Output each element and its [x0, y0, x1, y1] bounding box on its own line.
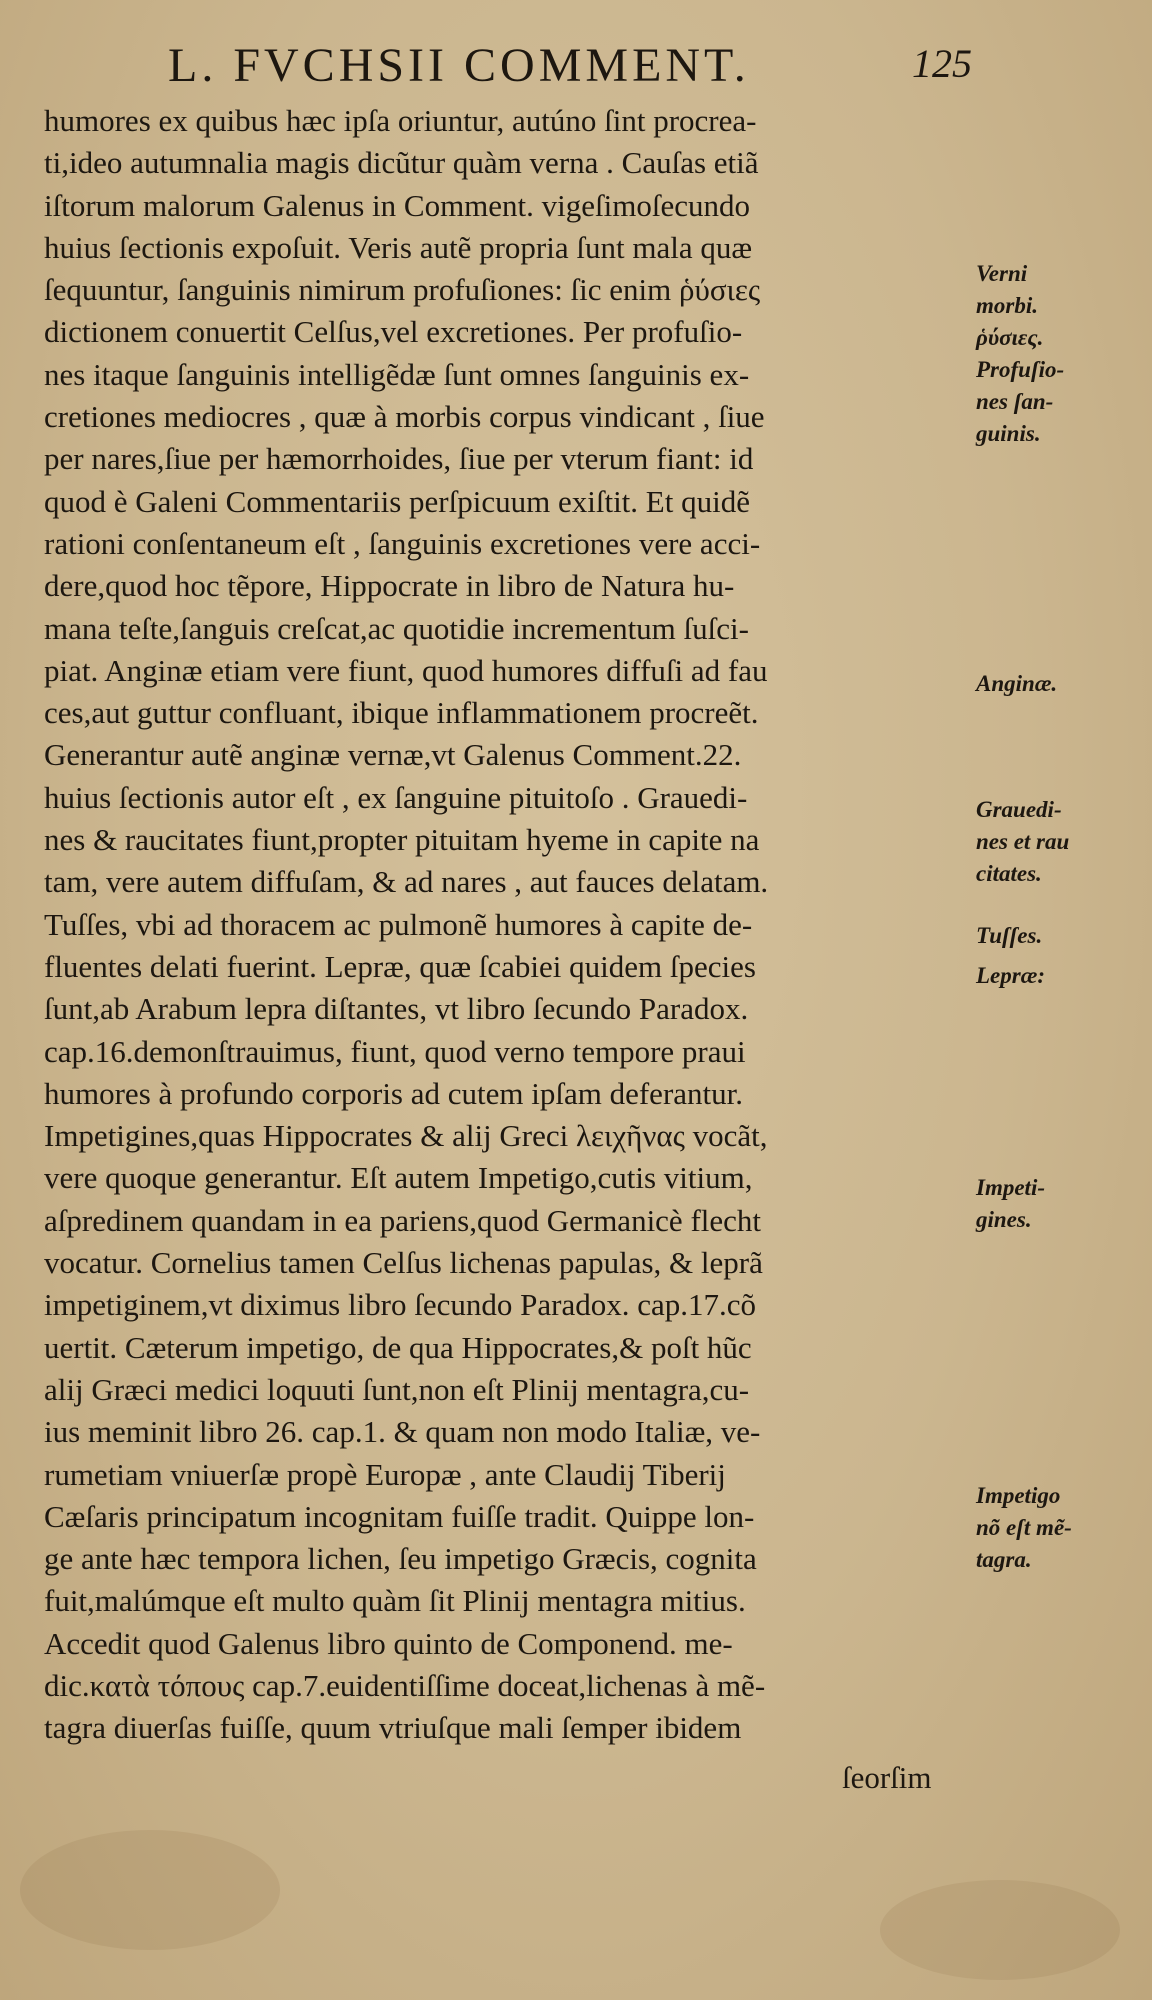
text-line: Generantur autẽ anginæ vernæ,vt Galenus Comment.22.: [44, 737, 742, 773]
text-line: per nares,ſiue per hæmorrhoides, ſiue per vterum fiant: id: [44, 441, 754, 477]
paper-stain: [20, 1830, 280, 1950]
text-line: fluentes delati fuerint. Lepræ, quæ ſcabiei quidem ſpecies: [44, 948, 756, 984]
text-line: dere,quod hoc tẽpore, Hippocrate in libro de Natura hu-: [44, 568, 735, 604]
running-head: L. FVCHSII COMMENT.: [168, 39, 750, 92]
text-line: impetiginem,vt diximus libro ſecundo Paradox. cap.17.cõ: [44, 1287, 757, 1323]
margin-note-impetigo-mentagra: [976, 1480, 1072, 1576]
text-line: Impetigines,quas Hippocrates & alij Greci λειχῆνας vocãt,: [44, 1118, 768, 1154]
text-line: nes itaque ſanguinis intelligẽdæ ſunt omnes ſanguinis ex-: [44, 356, 750, 392]
text-line: fuit,malúmque eſt multo quàm ſit Plinij mentagra mitius.: [44, 1583, 746, 1619]
text-line: cap.16.demonſtrauimus, fiunt, quod verno tempore praui: [44, 1033, 746, 1069]
margin-note-line: Impetigo: [976, 1483, 1061, 1508]
text-line: dic.κατὰ τόπους cap.7.euidentiſſime doceat,lichenas à mẽ-: [44, 1667, 766, 1703]
text-line: tagra diuerſas fuiſſe, quum vtriuſque mali ſemper ibidem: [44, 1710, 742, 1746]
margin-note-line: Tuſſes.: [976, 923, 1043, 948]
main-text-block: [44, 100, 984, 1750]
text-line: iſtorum malorum Galenus in Comment. vigeſimoſecundo: [44, 187, 751, 223]
text-line: huius ſectionis expoſuit. Veris autẽ propria ſunt mala quæ: [44, 229, 753, 265]
margin-note-line: Impeti-: [976, 1175, 1045, 1200]
margin-note-line: citates.: [976, 861, 1042, 886]
margin-note-line: morbi.: [976, 293, 1038, 318]
text-line: alij Græci medici loquuti ſunt,non eſt Plinij mentagra,cu-: [44, 1371, 750, 1407]
text-line: ti,ideo autumnalia magis dicũtur quàm verna . Cauſas etiã: [44, 145, 759, 181]
text-line: huius ſectionis autor eſt , ex ſanguine pituitoſo . Grauedi-: [44, 779, 748, 815]
margin-note-leprae: [976, 960, 1045, 992]
margin-note-anginae: [976, 668, 1057, 700]
margin-note-line: nes et rau: [976, 829, 1070, 854]
text-line: quod è Galeni Commentariis perſpicuum exiſtit. Et quidẽ: [44, 483, 750, 519]
margin-note-line: Profuſio-: [976, 357, 1065, 382]
paper-stain: [880, 1880, 1120, 1980]
text-line: ge ante hæc tempora lichen, ſeu impetigo Græcis, cognita: [44, 1541, 757, 1577]
text-line: ces,aut guttur confluant, ibique inflammationem procreẽt.: [44, 695, 759, 731]
text-line: ius meminit libro 26. cap.1. & quam non modo Italiæ, ve-: [44, 1414, 761, 1450]
margin-note-line: Anginæ.: [976, 671, 1058, 696]
text-line: Tuſſes, vbi ad thoracem ac pulmonẽ humores à capite de-: [44, 906, 753, 942]
margin-note-line: ῥύσιες.: [976, 325, 1044, 350]
text-line: aſpredinem quandam in ea pariens,quod Germanicè flecht: [44, 1202, 762, 1238]
margin-note-line: nes ſan-: [976, 389, 1054, 414]
page-number: 125: [912, 41, 972, 86]
text-line: cretiones mediocres , quæ à morbis corpus vindicant , ſiue: [44, 399, 765, 435]
text-line: humores à profundo corporis ad cutem ipſam deferantur.: [44, 1075, 743, 1111]
text-line: vere quoque generantur. Eſt autem Impetigo,cutis vitium,: [44, 1160, 753, 1196]
margin-note-verni-morbi: [976, 258, 1064, 450]
text-line: piat. Anginæ etiam vere fiunt, quod humores diffuſi ad fau: [44, 652, 768, 688]
margin-note-line: Verni: [976, 261, 1028, 286]
text-line: dictionem conuertit Celſus,vel excretiones. Per profuſio-: [44, 314, 743, 350]
text-line: rumetiam vniuerſæ propè Europæ , ante Claudij Tiberij: [44, 1456, 726, 1492]
margin-note-line: gines.: [976, 1207, 1032, 1232]
text-line: tam, vere autem diffuſam, & ad nares , aut fauces delatam.: [44, 864, 769, 900]
text-line: Cæſaris principatum incognitam fuiſſe tradit. Quippe lon-: [44, 1498, 755, 1534]
text-line: ſunt,ab Arabum lepra diſtantes, vt libro ſecundo Paradox.: [44, 991, 749, 1027]
margin-note-grauedines: [976, 794, 1069, 890]
text-line: ſequuntur, ſanguinis nimirum profuſiones: ſic enim ῥύσιες: [44, 272, 761, 308]
text-line: vocatur. Cornelius tamen Celſus lichenas papulas, & leprã: [44, 1245, 763, 1281]
margin-note-line: Grauedi-: [976, 797, 1062, 822]
margin-note-line: Lepræ:: [976, 963, 1045, 988]
margin-note-impetigines: [976, 1172, 1045, 1236]
margin-note-line: tagra.: [976, 1547, 1032, 1572]
margin-note-tusses: [976, 920, 1042, 952]
text-line: humores ex quibus hæc ipſa oriuntur, autúno ſint procrea-: [44, 103, 757, 138]
text-line: Accedit quod Galenus libro quinto de Componend. me-: [44, 1625, 733, 1661]
text-line: mana teſte,ſanguis creſcat,ac quotidie incrementum ſuſci-: [44, 610, 749, 646]
text-line: rationi conſentaneum eſt , ſanguinis excretiones vere acci-: [44, 525, 761, 561]
margin-note-line: nõ eſt mẽ-: [976, 1515, 1072, 1540]
margin-note-line: guinis.: [976, 421, 1041, 446]
text-line: uertit. Cæterum impetigo, de qua Hippocrates,& poſt hũc: [44, 1329, 752, 1365]
text-line: nes & raucitates fiunt,propter pituitam hyeme in capite na: [44, 822, 760, 858]
catchword: ſeorſim: [842, 1760, 932, 1795]
